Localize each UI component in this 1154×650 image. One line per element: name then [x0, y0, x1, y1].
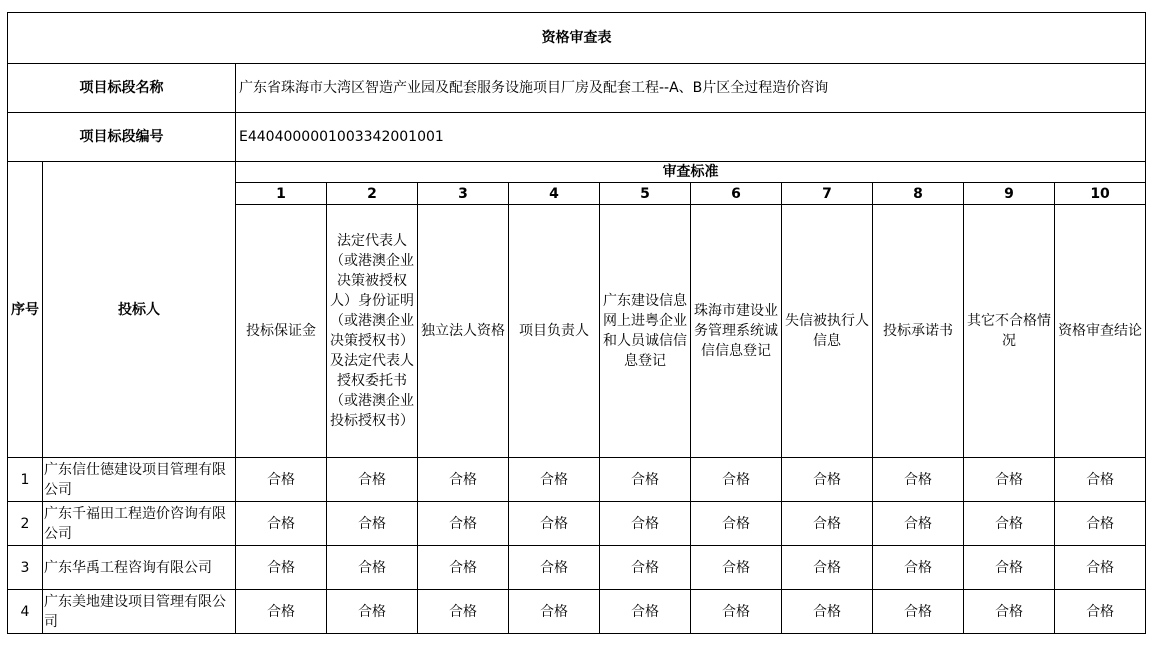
result-cell: 合格 — [1055, 590, 1146, 634]
result-cell: 合格 — [691, 546, 782, 590]
criteria-text: 其它不合格情况 — [964, 205, 1055, 458]
result-cell: 合格 — [600, 502, 691, 546]
criteria-number: 10 — [1055, 183, 1146, 205]
result-cell: 合格 — [873, 546, 964, 590]
result-cell: 合格 — [873, 458, 964, 502]
criteria-text: 失信被执行人信息 — [782, 205, 873, 458]
result-cell: 合格 — [964, 458, 1055, 502]
result-cell: 合格 — [327, 590, 418, 634]
table-row — [8, 590, 1146, 634]
result-cell: 合格 — [236, 458, 327, 502]
result-cell: 合格 — [782, 502, 873, 546]
project-code-value: E4404000001003342001001 — [236, 113, 1146, 162]
criteria-number: 8 — [873, 183, 964, 205]
result-cell: 合格 — [873, 502, 964, 546]
result-cell: 合格 — [600, 546, 691, 590]
criteria-number: 7 — [782, 183, 873, 205]
criteria-number: 4 — [509, 183, 600, 205]
table-title: 资格审查表 — [8, 13, 1146, 64]
result-cell: 合格 — [418, 590, 509, 634]
result-cell: 合格 — [873, 590, 964, 634]
result-cell: 合格 — [600, 590, 691, 634]
result-cell: 合格 — [509, 590, 600, 634]
project-name-label: 项目标段名称 — [8, 64, 236, 113]
criteria-group-header: 审查标准 — [236, 162, 1146, 183]
seq-column-header: 序号 — [8, 162, 43, 458]
row-seq: 3 — [8, 546, 43, 590]
row-seq: 4 — [8, 590, 43, 634]
result-cell: 合格 — [1055, 502, 1146, 546]
row-seq: 1 — [8, 458, 43, 502]
qualification-review-table — [7, 12, 1146, 634]
table-row — [8, 458, 1146, 502]
result-cell: 合格 — [964, 546, 1055, 590]
criteria-number: 3 — [418, 183, 509, 205]
criteria-text: 资格审查结论 — [1055, 205, 1146, 458]
criteria-number: 1 — [236, 183, 327, 205]
result-cell: 合格 — [418, 502, 509, 546]
result-cell: 合格 — [236, 546, 327, 590]
result-cell: 合格 — [600, 458, 691, 502]
bidder-name: 广东信仕德建设项目管理有限公司 — [43, 458, 236, 502]
criteria-text: 独立法人资格 — [418, 205, 509, 458]
row-seq: 2 — [8, 502, 43, 546]
result-cell: 合格 — [782, 590, 873, 634]
bidder-name: 广东华禹工程咨询有限公司 — [43, 546, 236, 590]
criteria-text: 广东建设信息网上进粤企业和人员诚信信息登记 — [600, 205, 691, 458]
table-row — [8, 546, 1146, 590]
result-cell: 合格 — [418, 546, 509, 590]
criteria-number: 5 — [600, 183, 691, 205]
bidder-name: 广东千福田工程造价咨询有限公司 — [43, 502, 236, 546]
result-cell: 合格 — [1055, 546, 1146, 590]
result-cell: 合格 — [782, 458, 873, 502]
result-cell: 合格 — [964, 502, 1055, 546]
project-name-value: 广东省珠海市大湾区智造产业园及配套服务设施项目厂房及配套工程--A、B片区全过程造价咨询 — [236, 64, 1146, 113]
result-cell: 合格 — [509, 458, 600, 502]
bidder-column-header: 投标人 — [43, 162, 236, 458]
result-cell: 合格 — [509, 546, 600, 590]
result-cell: 合格 — [418, 458, 509, 502]
criteria-number: 6 — [691, 183, 782, 205]
project-code-label: 项目标段编号 — [8, 113, 236, 162]
table-row — [8, 502, 1146, 546]
criteria-number: 2 — [327, 183, 418, 205]
result-cell: 合格 — [1055, 458, 1146, 502]
bidder-name: 广东美地建设项目管理有限公司 — [43, 590, 236, 634]
result-cell: 合格 — [236, 590, 327, 634]
result-cell: 合格 — [327, 502, 418, 546]
result-cell: 合格 — [964, 590, 1055, 634]
criteria-number: 9 — [964, 183, 1055, 205]
result-cell: 合格 — [691, 458, 782, 502]
result-cell: 合格 — [327, 546, 418, 590]
criteria-text: 投标保证金 — [236, 205, 327, 458]
result-cell: 合格 — [327, 458, 418, 502]
criteria-text: 项目负责人 — [509, 205, 600, 458]
result-cell: 合格 — [691, 590, 782, 634]
criteria-text: 珠海市建设业务管理系统诚信信息登记 — [691, 205, 782, 458]
criteria-text: 投标承诺书 — [873, 205, 964, 458]
result-cell: 合格 — [509, 502, 600, 546]
criteria-text: 法定代表人（或港澳企业决策被授权人）身份证明（或港澳企业决策授权书）及法定代表人授权委托书（或港澳企业投标授权书） — [327, 205, 418, 458]
result-cell: 合格 — [236, 502, 327, 546]
result-cell: 合格 — [782, 546, 873, 590]
result-cell: 合格 — [691, 502, 782, 546]
